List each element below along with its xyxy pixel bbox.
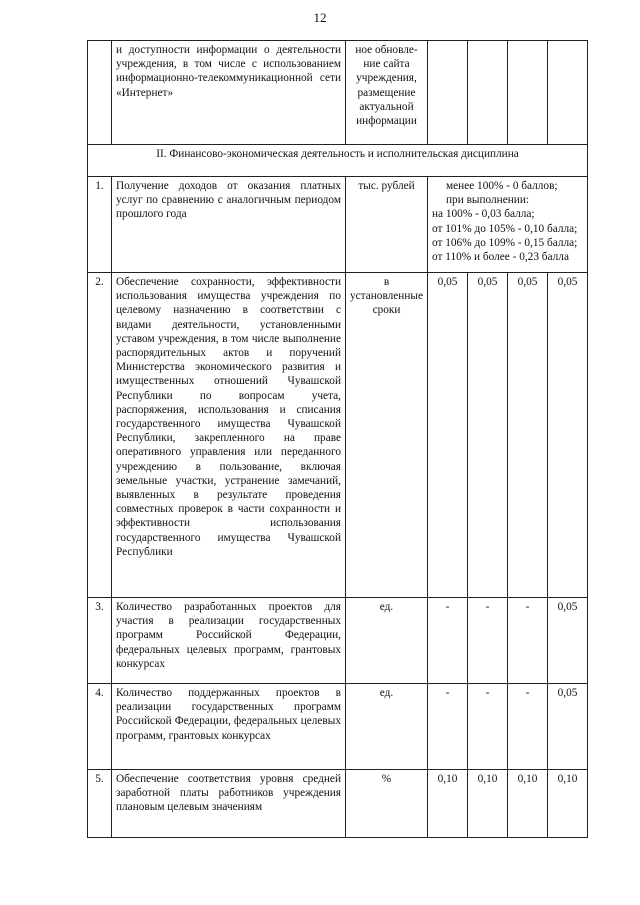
table-row (88, 177, 588, 273)
row-number-cell (88, 41, 112, 145)
row-description: Обеспечение соответствия уровня средней заработной платы работников учреждения плановым целевым значениям (112, 770, 346, 838)
criteria-table (87, 40, 588, 838)
table-row (88, 598, 588, 684)
value-cell: 0,10 (468, 770, 508, 838)
value-cell: - (468, 598, 508, 684)
value-cell (548, 41, 588, 145)
scoring-criteria (428, 177, 588, 273)
section-title: II. Финансово-экономическая деятельность и исполнительская дисциплина (88, 145, 588, 177)
value-cell: 0,05 (468, 273, 508, 598)
unit-line: ние сайта (363, 58, 410, 71)
value-cell: 0,05 (548, 684, 588, 770)
unit-line: актуальной (359, 100, 414, 113)
value-cell (508, 41, 548, 145)
table-row (88, 770, 588, 838)
page-number: 12 (313, 10, 327, 25)
unit-line: размещение (357, 86, 416, 99)
value-cell (468, 41, 508, 145)
value-cell: 0,10 (548, 770, 588, 838)
row-description: Количество разработанных проектов для участия в реализации государственных программ Российской Федерации, федеральных целевых программ, грантовых конкурсах (112, 598, 346, 684)
row-unit (346, 41, 428, 145)
row-number: 4. (88, 684, 112, 770)
unit-line: информации (356, 115, 417, 128)
value-cell: 0,05 (548, 598, 588, 684)
value-cell: 0,05 (508, 273, 548, 598)
unit-line: ное обновле- (355, 44, 418, 56)
row-number: 5. (88, 770, 112, 838)
criteria-line: менее 100% - 0 баллов; (446, 180, 558, 192)
value-cell: - (468, 684, 508, 770)
value-cell: 0,05 (428, 273, 468, 598)
value-cell: 0,10 (428, 770, 468, 838)
row-unit: тыс. рублей (346, 177, 428, 273)
table-row (88, 684, 588, 770)
row-number: 2. (88, 273, 112, 598)
row-description: Количество поддержанных проектов в реализации государственных программ Российской Федерации, федеральных целевых программ, грантовых конкурсах (112, 684, 346, 770)
row-description: и доступности информации о деятельности учреждения, в том числе с использованием информационно-телекоммуникационной сети «Интернет» (112, 41, 346, 145)
criteria-line: от 101% до 105% - 0,10 балла; (432, 222, 578, 235)
criteria-line: при выполнении: (446, 194, 530, 207)
table-row-continuation (88, 41, 588, 145)
section-header-row (88, 145, 588, 177)
row-description: Получение доходов от оказания платных услуг по сравнению с аналогичным периодом прошлого года (112, 177, 346, 273)
value-cell: 0,10 (508, 770, 548, 838)
row-description: Обеспечение сохранности, эффективности использования имущества учреждения по целевому назначению в соответствии с видами деятельности, установленными уставом учреждения, в том числе выполнение распорядительных актов и поручений Министерства экономического развития и имущественных отношений Чувашской Республики по вопросам учета, распоряжения, использования и списания государственного имущества Чувашской Республики, закрепленного на праве оперативного управления или переданного учреждению в пользование, включая земельные участки, устранение замечаний, выявленных в результате проведения совместных проверок в части сохранности и эффективности использования государственного имущества Чувашской Республики (112, 273, 346, 598)
value-cell: - (508, 684, 548, 770)
row-number: 3. (88, 598, 112, 684)
value-cell: - (428, 684, 468, 770)
criteria-line: от 110% и более - 0,23 балла (432, 251, 569, 264)
row-unit: ед. (346, 598, 428, 684)
value-cell: - (428, 598, 468, 684)
criteria-line: на 100% - 0,03 балла; (432, 208, 535, 221)
value-cell (428, 41, 468, 145)
row-unit: ед. (346, 684, 428, 770)
criteria-line: от 106% до 109% - 0,15 балла; (432, 236, 578, 249)
table-row (88, 273, 588, 598)
row-unit: в установленные сроки (346, 273, 428, 598)
unit-line: учреждения, (356, 72, 417, 85)
row-unit: % (346, 770, 428, 838)
value-cell: 0,05 (548, 273, 588, 598)
row-number: 1. (88, 177, 112, 273)
value-cell: - (508, 598, 548, 684)
